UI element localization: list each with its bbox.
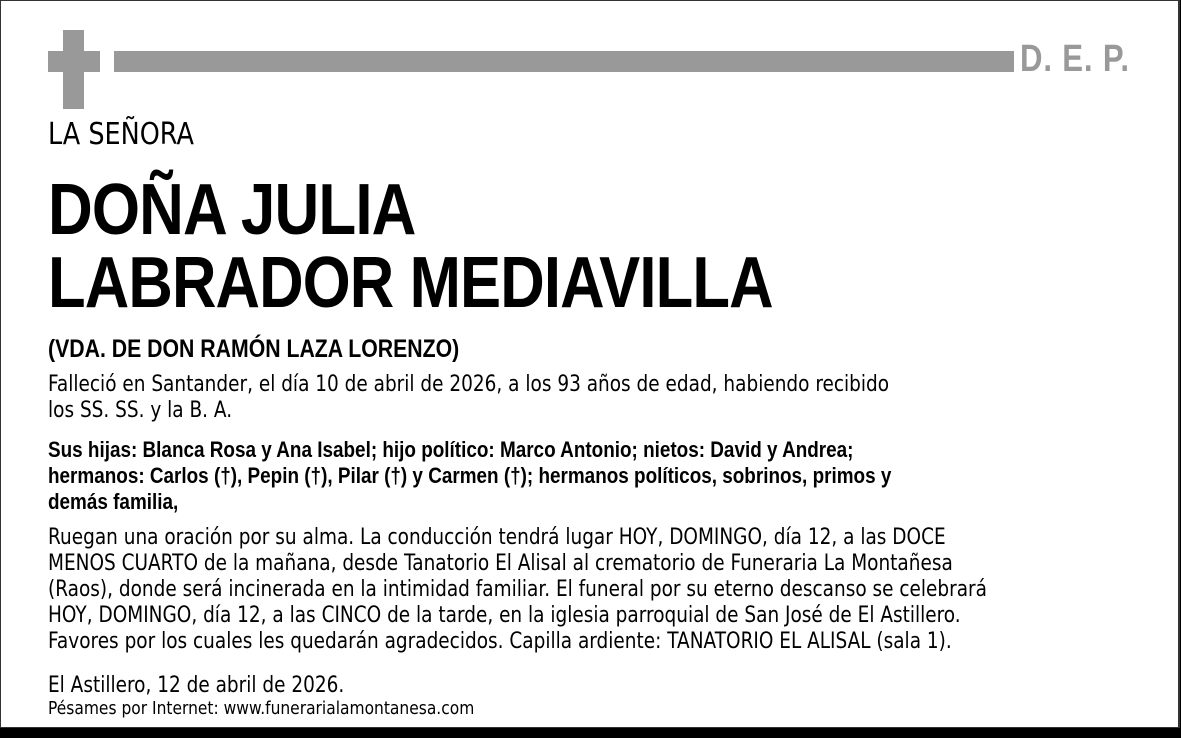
text-line: (Raos), donde será incinerada en la intimidad familiar. El funeral por su eterno descanso se celebrará (48, 577, 987, 602)
bottom-border (0, 728, 1181, 738)
text-line: los SS. SS. y la B. A. (48, 398, 233, 423)
text-line: hermanos: Carlos (†), Pepin (†), Pilar (†) y Carmen (†); hermanos políticos, sobrinos, primos y (48, 463, 892, 488)
condolences-link: Pésames por Internet: www.funerarialamontanesa.com (48, 698, 475, 719)
place-date: El Astillero, 12 de abril de 2026. (48, 673, 345, 698)
text-line: HOY, DOMINGO, día 12, a las CINCO de la tarde, en la iglesia parroquial de San José de El Astillero. (48, 603, 961, 628)
header-rule (114, 51, 1014, 72)
title-prefix: LA SEÑORA (48, 117, 194, 152)
family-list (48, 437, 891, 515)
text-line: MENOS CUARTO de la mañana, desde Tanatorio El Alisal al crematorio de Funeraria La Montañesa (48, 551, 953, 576)
text-line: Sus hijas: Blanca Rosa y Ana Isabel; hijo político: Marco Antonio; nietos: David y Andrea; (48, 437, 854, 462)
dep-label: D. E. P. (1020, 38, 1130, 80)
ceremony-details (48, 525, 987, 655)
widow-of: (VDA. DE DON RAMÓN LAZA LORENZO) (48, 335, 460, 363)
cross-icon-bar (48, 51, 100, 72)
death-notice (48, 372, 889, 424)
text-line: Favores por los cuales les quedarán agradecidos. Capilla ardiente: TANATORIO EL ALISAL (sala 1). (48, 629, 952, 654)
text-line: demás familia, (48, 489, 179, 514)
deceased-name-line1: DOÑA JULIA (48, 170, 416, 250)
deceased-name-line2: LABRADOR MEDIAVILLA (48, 243, 773, 323)
text-line: Ruegan una oración por su alma. La conducción tendrá lugar HOY, DOMINGO, día 12, a las DOCE (48, 525, 946, 550)
text-line: Falleció en Santander, el día 10 de abril de 2026, a los 93 años de edad, habiendo recibido (48, 372, 890, 397)
